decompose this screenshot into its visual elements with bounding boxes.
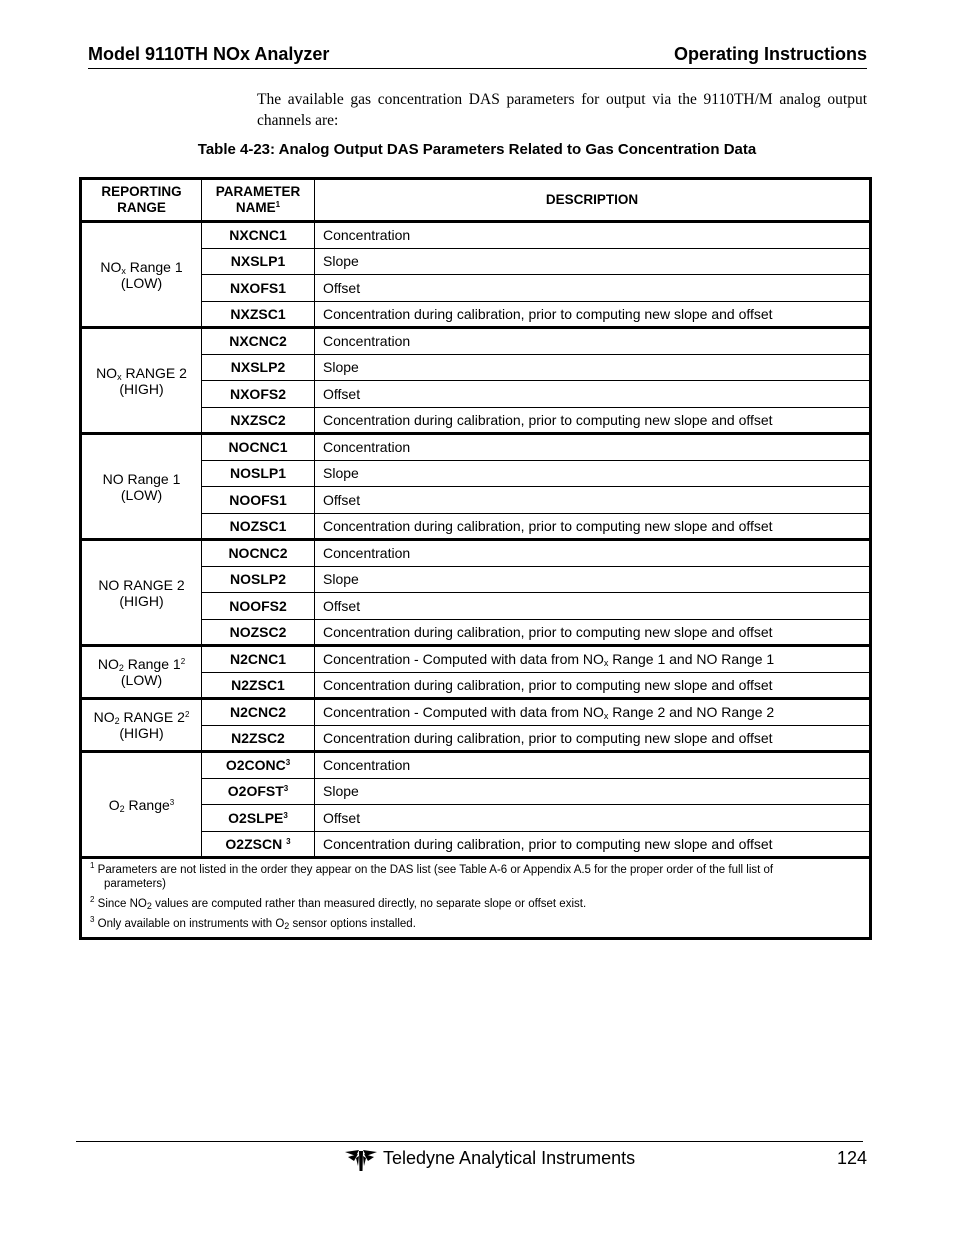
parameter-name: NXOFS1 [229,279,286,296]
parameter-name: NOOFS2 [229,597,287,614]
description-cell [315,619,871,646]
parameter-footnote-ref: 3 [286,836,291,846]
description-cell [315,354,871,381]
description-cell [315,407,871,434]
table-header-row [81,179,871,222]
range-text-post: RANGE 2 [121,364,187,381]
parameter-name: N2CNC1 [229,651,286,668]
parameter-name: O2SLPE [228,809,284,826]
parameter-name: NOCNC2 [228,545,288,562]
footnote-2-subscript: 2 [146,901,152,911]
reporting-range-cell [81,540,202,646]
description-text: Concentration [323,757,411,774]
description-text: Slope [323,359,359,376]
header-param-line1: PARAMETER [215,184,301,199]
description-text-post: Range 2 and NO Range 2 [608,704,775,721]
footnote-2-text-pre: Since NO [97,898,147,910]
parameter-name-cell [202,487,315,514]
header-parameter-name [202,179,315,222]
parameter-name: N2ZSC2 [231,729,285,746]
description-text: Concentration during calibration, prior to computing new slope and offset [323,729,773,746]
footnote-3-text-post: sensor options installed. [289,918,416,930]
parameter-name: NOSLP2 [229,571,286,588]
parameter-name-cell [202,699,315,726]
range-footnote-ref: 2 [180,657,186,666]
parameter-name: NXZSC1 [230,305,286,322]
table-body [81,222,871,858]
range-subscript: 2 [118,663,124,673]
footnote-3-subscript: 2 [284,921,290,931]
range-text: NO [93,709,115,725]
teledyne-logo-icon [344,1148,378,1172]
range-text: NO [97,656,119,672]
parameter-name-cell [202,646,315,673]
description-text: Slope [323,571,359,588]
description-cell [315,513,871,540]
description-text: Concentration [323,439,411,456]
range-text: NO [100,258,122,275]
footnote-3-text-pre: Only available on instruments with O [97,918,285,930]
description-text: Slope [323,465,359,482]
parameter-name-cell [202,460,315,487]
parameter-name-cell [202,778,315,805]
table-row [81,752,871,779]
description-cell [315,725,871,752]
reporting-range-cell [81,699,202,752]
footnote-2-number: 2 [90,895,95,904]
description-subscript: x [603,711,609,722]
description-cell [315,672,871,699]
parameter-name-cell [202,672,315,699]
parameter-name-cell [202,725,315,752]
header-section-title: Operating Instructions [673,44,867,64]
range-text: NO RANGE 2 [98,576,185,593]
parameter-name-cell [202,301,315,328]
reporting-range-cell [81,752,202,858]
range-subscript: x [121,265,126,276]
description-text: Offset [323,385,361,402]
das-parameters-table [79,177,872,940]
description-text-post: Range 1 and NO Range 1 [608,651,775,668]
description-cell [315,593,871,620]
parameter-footnote-ref: 3 [283,784,289,794]
parameter-name: O2ZSCN [225,835,287,852]
range-text-post: RANGE 2 [119,709,185,725]
parameter-name-cell [202,381,315,408]
header-description: DESCRIPTION [315,179,871,222]
parameter-name-cell [202,752,315,779]
parameter-name-cell [202,354,315,381]
reporting-range-cell [81,646,202,699]
header-model-title: Model 9110TH NOx Analyzer [88,44,330,64]
description-cell [315,752,871,779]
table-row [81,699,871,726]
footnote-3 [90,917,861,931]
range-level: (HIGH) [119,592,164,609]
parameter-name: N2ZSC1 [231,676,285,693]
parameter-name-cell [202,434,315,461]
table-row [81,434,871,461]
parameter-name-cell [202,805,315,832]
parameter-name-cell [202,566,315,593]
range-level: (LOW) [120,274,163,291]
description-text: Offset [323,491,361,508]
range-level: (LOW) [120,486,163,503]
description-text: Concentration during calibration, prior to computing new slope and offset [323,676,773,693]
parameter-name: NOOFS1 [229,491,287,508]
parameter-name: NXSLP1 [230,253,286,270]
range-text-post: Range 1 [123,656,181,672]
parameter-name-cell [202,831,315,858]
range-text-post: Range 1 [125,258,183,275]
header-range-line1: REPORTING [101,184,182,199]
description-text: Slope [323,253,359,270]
description-text: Concentration during calibration, prior to computing new slope and offset [323,623,773,640]
description-text: Concentration during calibration, prior to computing new slope and offset [323,517,773,534]
range-text-post: Range [124,796,170,813]
page-header [88,44,867,69]
footnote-1-number: 1 [90,861,95,870]
parameter-name: NOZSC2 [229,623,287,640]
parameter-name-cell [202,513,315,540]
reporting-range-cell [81,222,202,328]
table-row [81,540,871,567]
range-text: O [108,796,120,813]
intro-paragraph: The available gas concentration DAS parameters for output via the 9110TH/M analog output channels are: [257,91,867,129]
range-subscript: 2 [119,803,125,814]
description-cell [315,301,871,328]
reporting-range-cell [81,434,202,540]
range-text: NO Range 1 [102,470,181,487]
range-level: (HIGH) [119,380,164,397]
parameter-name: NXCNC1 [229,227,287,244]
description-cell [315,460,871,487]
table-caption: Table 4-23: Analog Output DAS Parameters Related to Gas Concentration Data [197,141,757,158]
footnote-2 [90,897,861,911]
parameter-name-cell [202,540,315,567]
parameter-name-cell [202,328,315,355]
range-footnote-ref: 3 [169,797,175,807]
footnote-3-number: 3 [90,915,95,924]
footer-page-number: 124 [836,1148,867,1168]
description-cell [315,566,871,593]
table-row [81,222,871,249]
description-cell [315,699,871,726]
description-cell [315,328,871,355]
footnote-1-text: Parameters are not listed in the order they appear on the DAS list (see Table A-6 or Appendix A.5 for the proper order of the full list of [97,864,774,876]
description-text: Offset [323,809,361,826]
parameter-name-cell [202,248,315,275]
range-subscript: 2 [114,716,120,726]
range-footnote-ref: 2 [184,710,190,719]
parameter-footnote-ref: 3 [283,810,288,820]
range-subscript: x [117,371,122,382]
table-row [81,646,871,673]
description-cell [315,805,871,832]
description-text: Concentration - Computed with data from NO [323,651,604,668]
range-level: (HIGH) [119,725,164,741]
parameter-name: NXSLP2 [230,359,286,376]
range-level: (LOW) [120,672,163,688]
reporting-range-cell [81,328,202,434]
footer-company-name: Teledyne Analytical Instruments [383,1148,636,1168]
parameter-name: NOZSC1 [229,517,287,534]
parameter-name: NOSLP1 [229,465,286,482]
description-text: Offset [323,597,361,614]
description-cell [315,434,871,461]
description-cell [315,222,871,249]
description-cell [315,646,871,673]
description-text: Offset [323,279,361,296]
description-cell [315,831,871,858]
range-text: NO [96,364,118,381]
footnotes-row [81,858,871,939]
parameter-name: O2OFST [227,783,284,800]
parameter-footnote-ref: 3 [285,758,291,768]
parameter-name-cell [202,275,315,302]
description-text: Concentration during calibration, prior to computing new slope and offset [323,835,773,852]
description-cell [315,275,871,302]
footnote-1-text-line2: parameters) [104,878,166,890]
footnote-2-text-post: values are computed rather than measured directly, no separate slope or offset exist. [151,898,587,910]
parameter-name: N2CNC2 [229,704,286,721]
footer-rule [76,1141,863,1142]
parameter-name: NXOFS2 [229,385,286,402]
description-text: Concentration [323,333,411,350]
header-reporting-range [81,179,202,222]
footnotes-cell [81,858,871,939]
description-text: Slope [323,783,359,800]
description-text: Concentration - Computed with data from NO [323,704,604,721]
description-cell [315,248,871,275]
description-cell [315,778,871,805]
description-cell [315,487,871,514]
footnote-1 [90,863,861,891]
header-range-line2: RANGE [117,200,166,215]
description-cell [315,381,871,408]
parameter-name-cell [202,407,315,434]
parameter-name: O2CONC [225,757,286,774]
parameter-name-cell [202,619,315,646]
description-text: Concentration during calibration, prior to computing new slope and offset [323,411,773,428]
parameter-name-cell [202,593,315,620]
description-subscript: x [603,658,609,669]
description-cell [315,540,871,567]
parameter-name-cell [202,222,315,249]
description-text: Concentration [323,227,411,244]
description-text: Concentration during calibration, prior to computing new slope and offset [323,305,773,322]
description-text: Concentration [323,545,411,562]
table-row [81,328,871,355]
parameter-name: NOCNC1 [228,439,288,456]
parameter-name: NXCNC2 [229,333,287,350]
parameter-name: NXZSC2 [230,411,286,428]
header-param-footnote-ref: 1 [275,200,281,209]
header-param-line2: NAME [235,200,276,215]
